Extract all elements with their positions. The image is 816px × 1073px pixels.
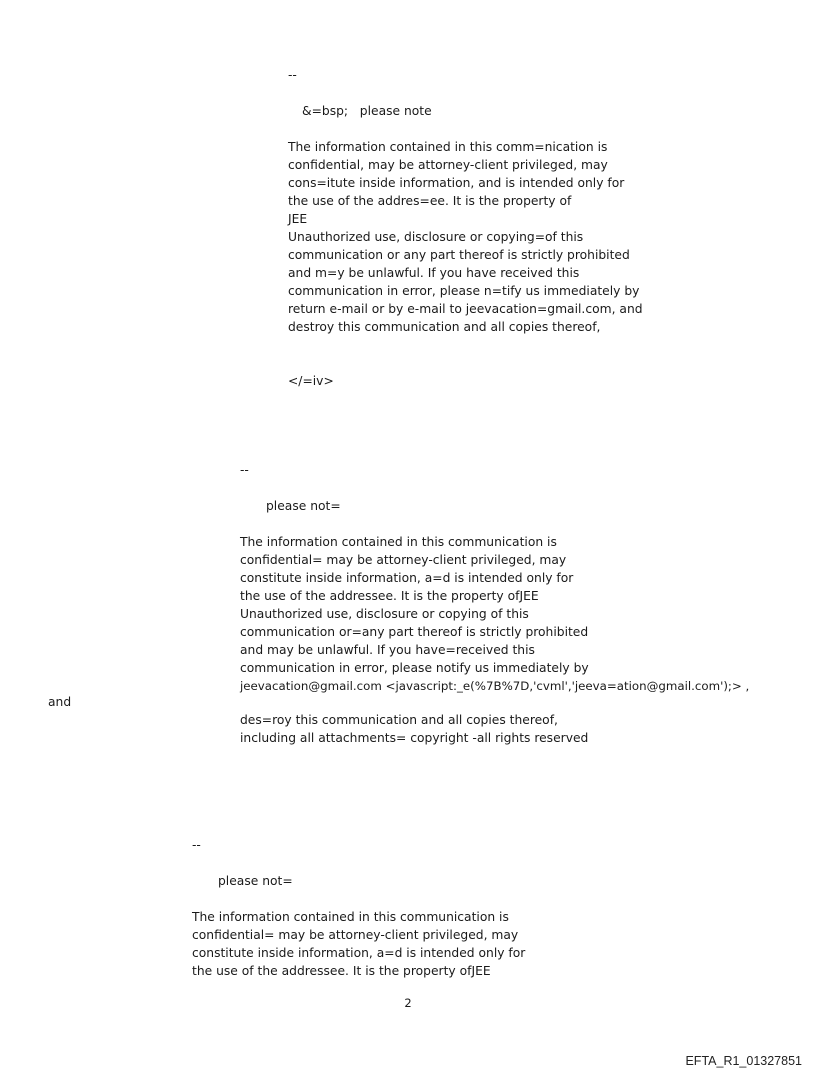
block2-line: des=roy this communication and all copies thereof, xyxy=(240,713,558,727)
block1-line: communication in error, please n=tify us immediately by xyxy=(288,284,640,298)
block1-line: communication or any part thereof is strictly prohibited xyxy=(288,248,630,262)
block1-line: return e-mail or by e-mail to jeevacation=gmail.com, and xyxy=(288,302,643,316)
document-id: EFTA_R1_01327851 xyxy=(685,1054,802,1068)
block2-heading: please not= xyxy=(266,499,341,513)
block1-line: and m=y be unlawful. If you have received this xyxy=(288,266,580,280)
block3-line: the use of the addressee. It is the property ofJEE xyxy=(192,964,491,978)
block2-line: confidential= may be attorney-client privileged, may xyxy=(240,553,567,567)
block2-line: and may be unlawful. If you have=received this xyxy=(240,643,535,657)
block1-line: destroy this communication and all copies thereof, xyxy=(288,320,601,334)
block2-email-line: jeevacation@gmail.com <javascript:_e(%7B%7D,'cvml','jeeva=ation@gmail.com');> , xyxy=(240,679,750,693)
block1-closing-tag: </=iv> xyxy=(288,374,334,388)
block3-line: confidential= may be attorney-client privileged, may xyxy=(192,928,519,942)
block1-line: The information contained in this comm=nication is xyxy=(288,140,608,154)
block1-line: cons=itute inside information, and is intended only for xyxy=(288,176,625,190)
block2-and-word: and xyxy=(48,695,72,709)
block2-line: the use of the addressee. It is the property ofJEE xyxy=(240,589,539,603)
block2-line: The information contained in this communication is xyxy=(240,535,557,549)
block1-line: Unauthorized use, disclosure or copying=of this xyxy=(288,230,584,244)
block2-line: constitute inside information, a=d is intended only for xyxy=(240,571,574,585)
block2-dashes: -- xyxy=(240,463,249,477)
block2-line: including all attachments= copyright -all rights reserved xyxy=(240,731,589,745)
block1-line: confidential, may be attorney-client privileged, may xyxy=(288,158,608,172)
block1-line: the use of the addres=ee. It is the property of xyxy=(288,194,572,208)
block2-line: communication in error, please notify us immediately by xyxy=(240,661,589,675)
page-number: 2 xyxy=(404,996,412,1010)
block3-heading: please not= xyxy=(218,874,293,888)
block1-dashes: -- xyxy=(288,68,297,82)
block3-line: constitute inside information, a=d is intended only for xyxy=(192,946,526,960)
block3-dashes: -- xyxy=(192,838,201,852)
block2-line: Unauthorized use, disclosure or copying of this xyxy=(240,607,529,621)
block2-line: communication or=any part thereof is strictly prohibited xyxy=(240,625,589,639)
block3-line: The information contained in this communication is xyxy=(192,910,509,924)
block1-heading: &=bsp; please note xyxy=(302,104,432,118)
block1-line: JEE xyxy=(288,212,308,226)
